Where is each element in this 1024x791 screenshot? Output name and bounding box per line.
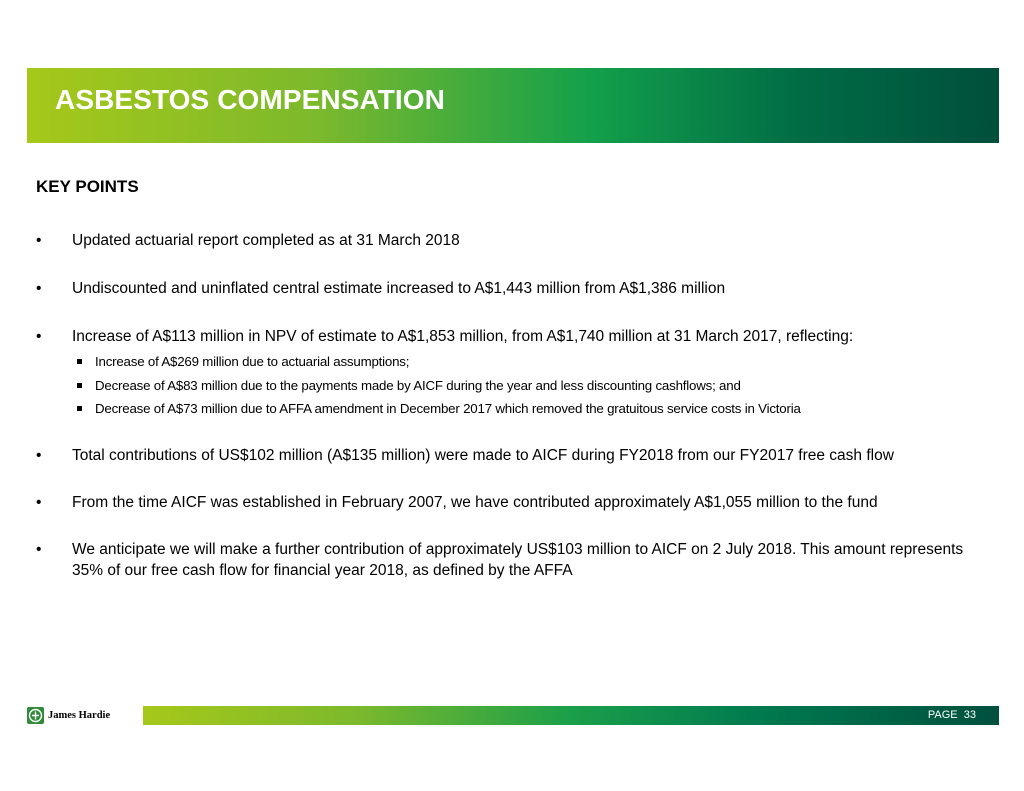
bullet-item [36, 445, 996, 466]
logo-text: James Hardie [48, 709, 111, 721]
bullet-item [36, 326, 996, 347]
bullet-text: Updated actuarial report completed as at 31 March 2018 [72, 232, 460, 249]
square-bullet-icon [77, 406, 82, 411]
bullet-item [36, 492, 996, 513]
bullet-text: Total contributions of US$102 million (A$135 million) were made to AICF during FY2018 from our FY2017 free cash flow [72, 446, 894, 464]
bullet-list [36, 230, 996, 581]
bullet-item [36, 539, 996, 581]
company-logo [27, 705, 142, 725]
footer [27, 705, 999, 725]
sub-bullet-text: Decrease of A$83 million due to the payments made by AICF during the year and less discounting cashflows; and [95, 377, 741, 393]
sub-bullet-item [36, 374, 996, 398]
bullet-dot: • [36, 446, 42, 464]
bullet-text: Increase of A$113 million in NPV of estimate to A$1,853 million, from A$1,740 million at 31 March 2017, reflecting: [72, 328, 854, 345]
page-number: PAGE 33 [927, 709, 976, 721]
bullet-dot: • [36, 232, 42, 249]
footer-bar [143, 706, 999, 725]
bullet-dot: • [36, 328, 42, 345]
bullet-dot: • [36, 493, 42, 511]
bullet-item [36, 278, 996, 299]
slide-title: ASBESTOS COMPENSATION [55, 84, 445, 115]
bullet-item [36, 230, 996, 251]
title-banner [27, 68, 999, 143]
sub-bullet-list [36, 350, 996, 421]
sub-bullet-item [36, 397, 996, 421]
bullet-dot: • [36, 540, 42, 558]
square-bullet-icon [77, 359, 82, 364]
bullet-text: We anticipate we will make a further contribution of approximately US$103 million to AICF on 2 July 2018. This amount represents 35% of our free cash flow for financial year 2018, as defined by the AFFA [72, 540, 964, 579]
bullet-text: Undiscounted and uninflated central estimate increased to A$1,443 million from A$1,386 million [72, 280, 726, 297]
sub-bullet-text: Increase of A$269 million due to actuarial assumptions; [95, 354, 410, 369]
square-bullet-icon [77, 383, 82, 388]
james-hardie-logo-icon [27, 707, 44, 724]
sub-bullet-item [36, 350, 996, 374]
sub-bullet-text: Decrease of A$73 million due to AFFA amendment in December 2017 which removed the gratuitous service costs in Victoria [95, 401, 801, 416]
section-heading: KEY POINTS [36, 177, 139, 196]
bullet-text: From the time AICF was established in February 2007, we have contributed approximately A$1,055 million to the fund [72, 493, 878, 511]
bullet-dot: • [36, 280, 42, 297]
